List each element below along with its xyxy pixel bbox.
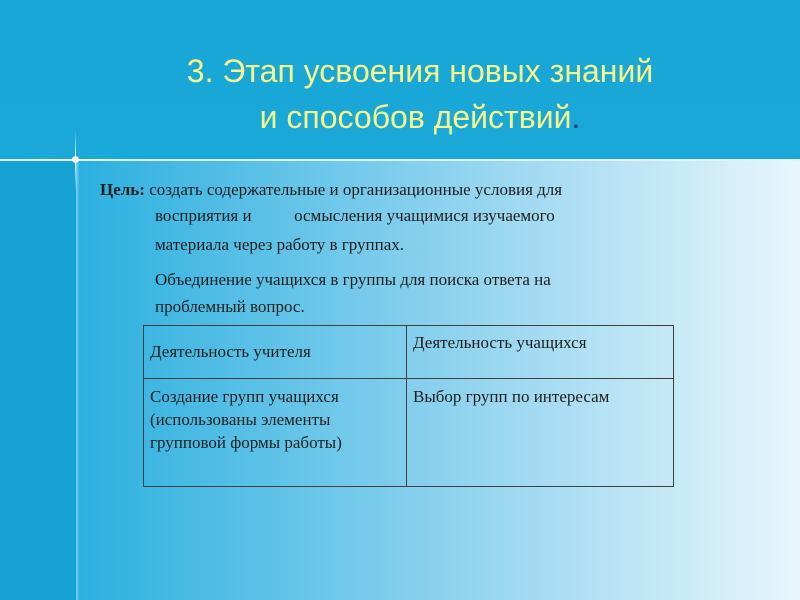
table-header-students: Деятельность учащихся: [407, 326, 674, 379]
table-row: [144, 379, 674, 487]
grouping-line-1: Объединение учащихся в группы для поиска ответа на: [155, 270, 551, 289]
left-strip: [0, 160, 78, 600]
slide-title: [110, 48, 730, 140]
goal-line-1: [100, 178, 562, 202]
title-line-2-text: и способов действий: [259, 99, 572, 135]
goal-line-2: восприятия и осмысления учащимися изучаемого: [155, 206, 555, 225]
title-line-2: [110, 94, 730, 140]
title-dot: .: [571, 99, 581, 135]
grouping-text: [155, 266, 695, 320]
activity-table: [143, 325, 674, 487]
table-cell-teacher: Создание групп учащихся (использованы элементы групповой формы работы): [144, 379, 407, 487]
table-header-teacher: Деятельность учителя: [144, 326, 407, 379]
left-strip-edge: [76, 160, 79, 600]
goal-label: Цель:: [100, 180, 145, 199]
grouping-line-2: проблемный вопрос.: [155, 297, 305, 316]
table-header-row: [144, 326, 674, 379]
table-cell-students: Выбор групп по интересам: [407, 379, 674, 487]
goal-line-3: материала через работу в группах.: [155, 235, 405, 254]
title-line-1: 3. Этап усвоения новых знаний: [186, 53, 654, 89]
sparkle-icon: [72, 156, 79, 163]
goal-line-1-text: создать содержательные и организационные условия для: [144, 180, 563, 199]
